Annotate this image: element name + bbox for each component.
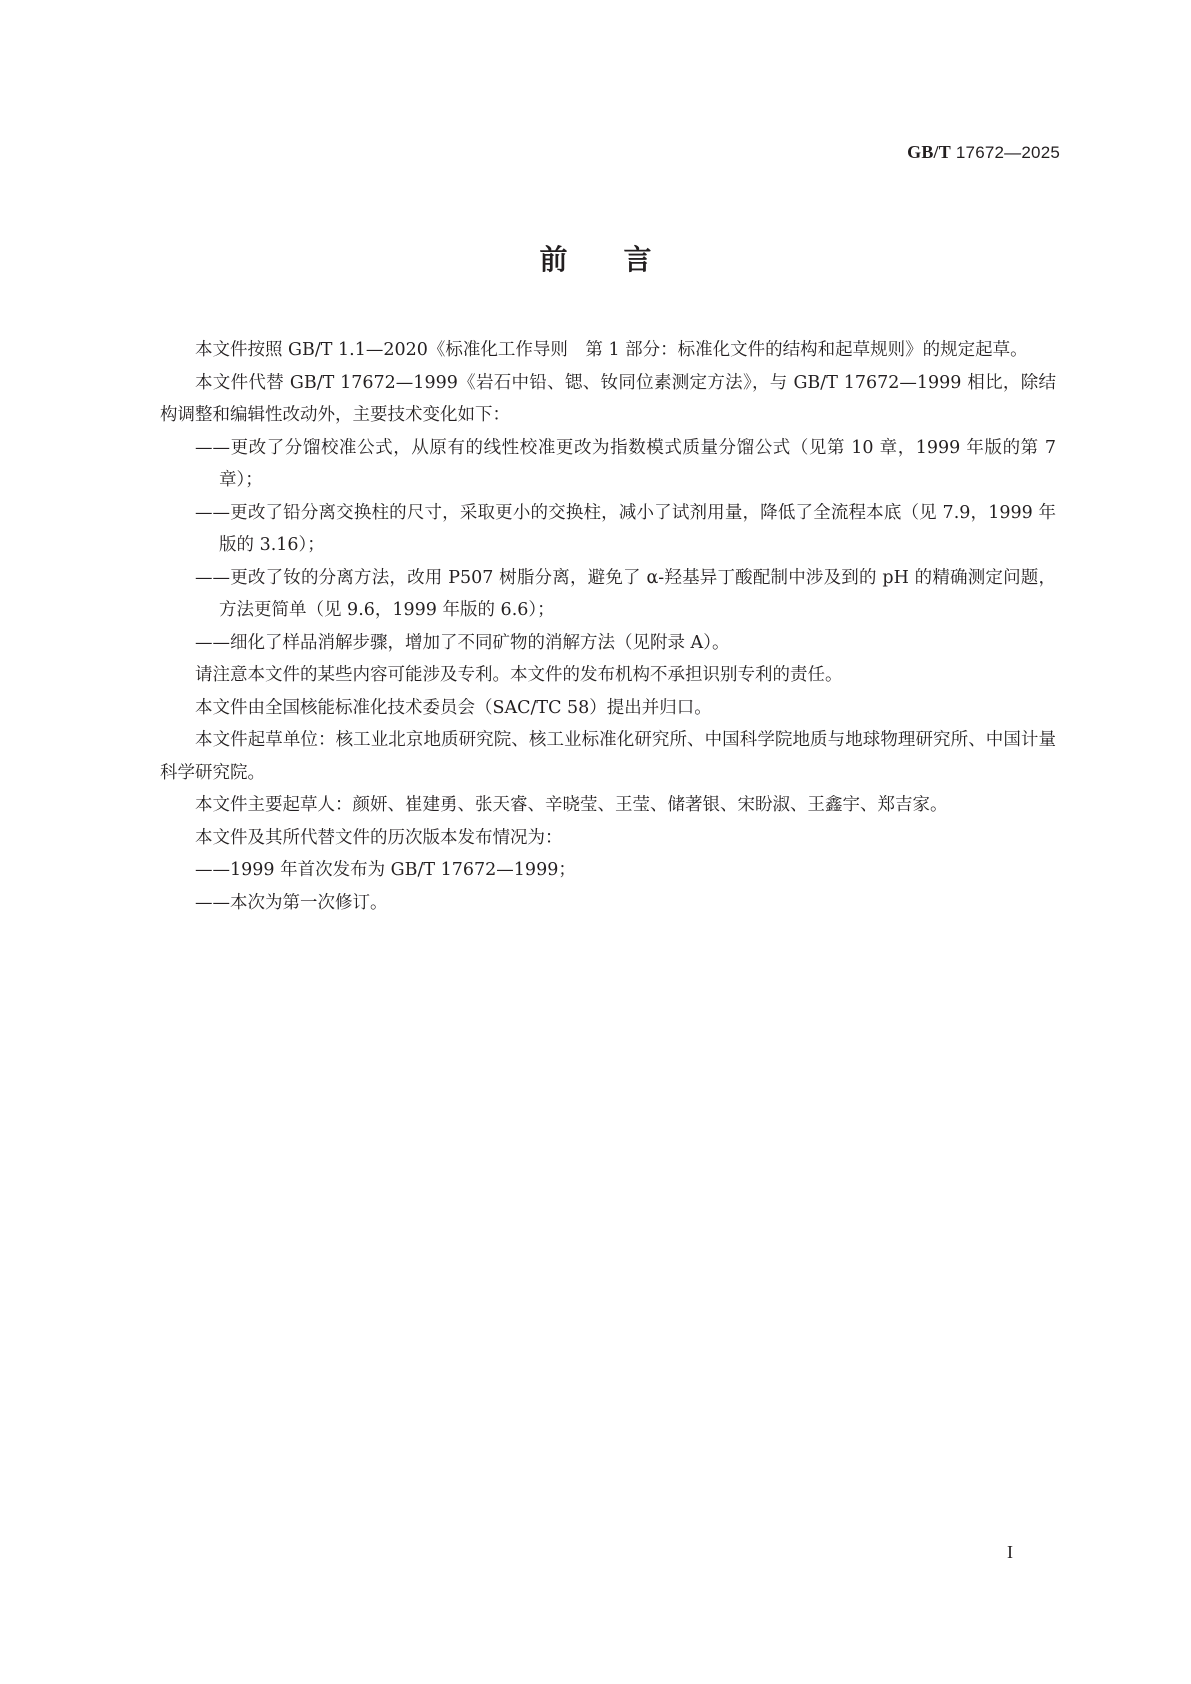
change-item: ——更改了铅分离交换柱的尺寸，采取更小的交换柱，减小了试剂用量，降低了全流程本底（见 7.9，1999 年版的 3.16）；: [195, 502, 1056, 555]
page-number: I: [1007, 1542, 1013, 1562]
page-title: 前 言: [539, 243, 652, 276]
version-history-paragraph: 本文件及其所代替文件的历次版本发布情况为：: [195, 827, 563, 848]
history-item: ——1999 年首次发布为 GB/T 17672—1999；: [195, 860, 576, 880]
proposer-paragraph: 本文件由全国核能标准化技术委员会（SAC/TC 58）提出并归口。: [195, 697, 712, 718]
document-code: [907, 141, 1060, 164]
drafting-rules-paragraph: 本文件按照 GB/T 1.1—2020《标准化工作导则 第 1 部分：标准化文件的结构和起草规则》的规定起草。: [195, 340, 1028, 360]
drafting-units-paragraph: 本文件起草单位：核工业北京地质研究院、核工业标准化研究所、中国科学院地质与地球物理研究所、中国计量科学研究院。: [160, 730, 1056, 783]
document-code-number: 17672—2025: [955, 143, 1060, 162]
document-code-prefix: GB/T: [907, 142, 951, 162]
change-item: ——细化了样品消解步骤，增加了不同矿物的消解方法（见附录 A）。: [195, 632, 730, 653]
replacement-paragraph: 本文件代替 GB/T 17672—1999《岩石中铅、锶、钕同位素测定方法》，与 GB/T 17672—1999 相比，除结构调整和编辑性改动外，主要技术变化如下：: [160, 372, 1056, 425]
drafters-paragraph: 本文件主要起草人：颜妍、崔建勇、张天睿、辛晓莹、王莹、储著银、宋盼淑、王鑫宇、郑吉家。: [195, 795, 948, 815]
patent-notice-paragraph: 请注意本文件的某些内容可能涉及专利。本文件的发布机构不承担识别专利的责任。: [195, 665, 843, 685]
foreword-body: [160, 334, 1056, 919]
history-item: ——本次为第一次修订。: [195, 892, 388, 913]
change-item: ——更改了分馏校准公式，从原有的线性校准更改为指数模式质量分馏公式（见第 10 章，1999 年版的第 7 章）；: [195, 437, 1056, 490]
change-item: ——更改了钕的分离方法，改用 P507 树脂分离，避免了 α-羟基异丁酸配制中涉及到的 pH 的精确测定问题，方法更简单（见 9.6，1999 年版的 6.6）；: [195, 567, 1056, 620]
